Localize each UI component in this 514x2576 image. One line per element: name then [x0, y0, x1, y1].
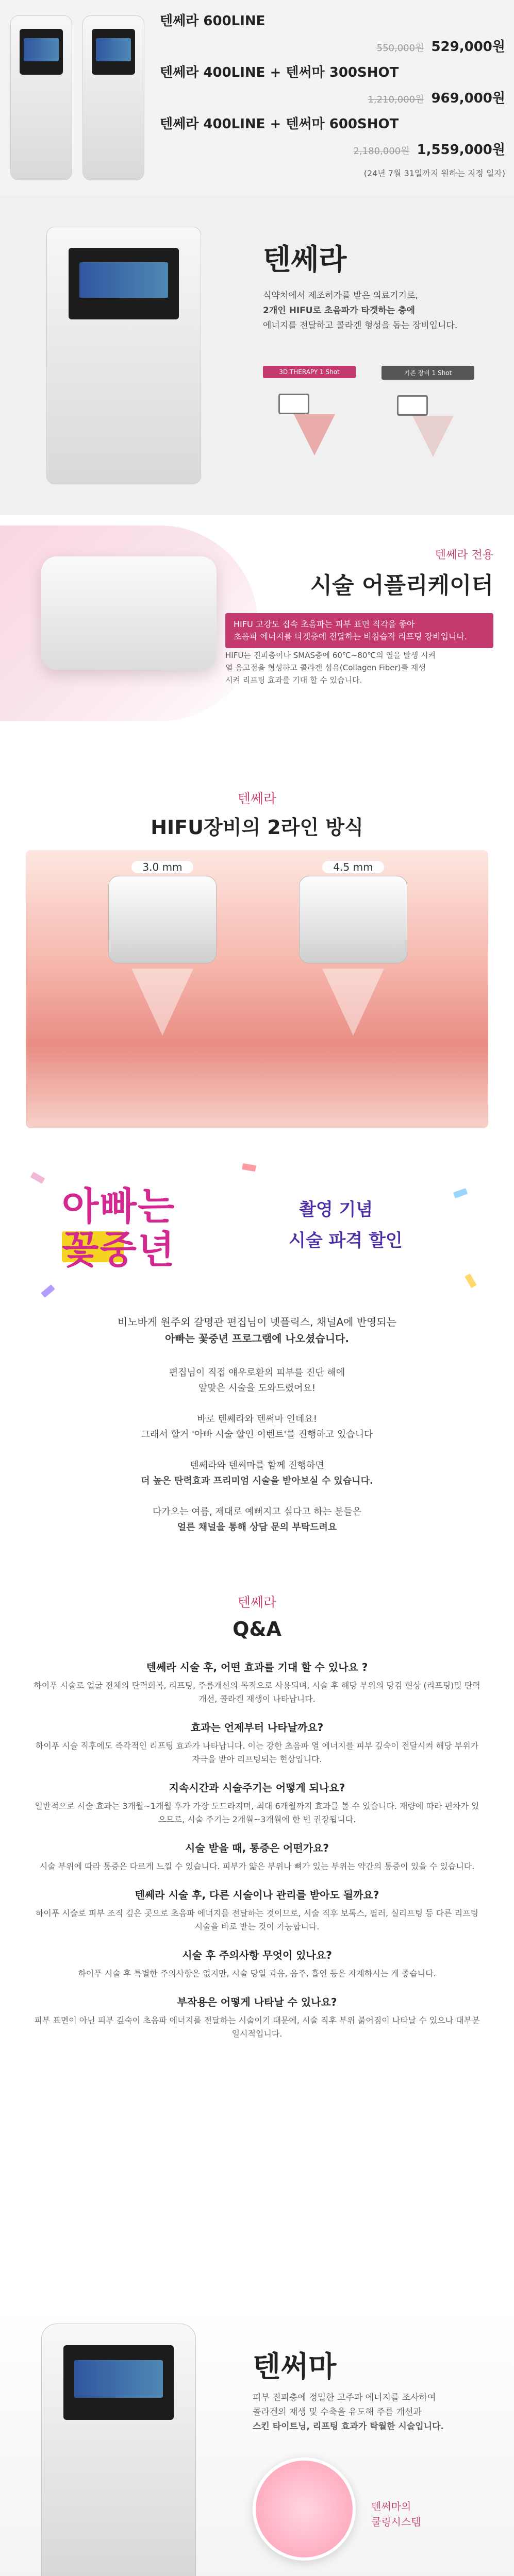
qna-answer: 하이푸 시술로 얼굴 전체의 탄력회복, 리프팅, 주름개선의 목적으로 사용되며, 시술 후 해당 부위의 당김 현상 (리프팅)및 탄력개선, 콜라겐 재생이 나타납니다. — [34, 1681, 480, 1704]
price-row — [160, 62, 505, 88]
hifu-probe-left — [108, 861, 217, 963]
qna-item — [31, 1659, 483, 1706]
price-row — [160, 113, 505, 139]
event-line: 알맞은 시술을 도와드렸어요! — [198, 1383, 316, 1394]
qna-question: 부작용은 어떻게 나타날 수 있나요? — [177, 1996, 337, 2008]
thermage-desc-line: 2개인 HIFU로 초음파가 타겟하는 층에 — [263, 306, 415, 316]
thermage2-desc-line: 스킨 타이트닝, 리프팅 효과가 탁월한 시술입니다. — [253, 2421, 444, 2432]
price-name: 텐쎄라 400LINE + 텐써마 300SHOT — [160, 65, 399, 80]
event-lead-line: 비노바게 원주외 갈명관 편집님이 넷플릭스, 채널A에 반영되는 — [117, 1316, 397, 1328]
hifu-section — [0, 773, 514, 1144]
device-image-2 — [82, 15, 144, 180]
cooling-label-line: 텐써마의 — [371, 2500, 411, 2513]
hifu-beam-icon — [131, 969, 193, 1036]
qna-question: 시술 받을 때, 통증은 어떤가요? — [185, 1842, 329, 1854]
confetti — [453, 1188, 468, 1198]
probe-depth-label: 3.0 mm — [131, 861, 193, 873]
qna-item — [31, 1780, 483, 1826]
event-paragraph — [0, 1458, 514, 1489]
device-screen — [20, 29, 63, 75]
probe-depth-label: 4.5 mm — [322, 861, 384, 873]
price-note: (24년 7월 31일까지 원하는 지정 일자) — [363, 168, 505, 178]
thermage2-desc-line: 콜라겐의 재생 및 수축을 유도해 주름 개선과 — [253, 2407, 422, 2417]
event-big-title — [62, 1185, 175, 1272]
qna-item — [31, 1994, 483, 2041]
tip-beam-icon — [294, 414, 335, 455]
event-paragraph — [0, 1365, 514, 1396]
event-line: 얼른 채널을 통해 상담 문의 부탁드려요 — [177, 1522, 337, 1533]
skin-layer-image — [26, 850, 488, 1128]
device-screen — [69, 248, 179, 319]
tip-left — [263, 366, 356, 469]
qna-title: Q&A — [233, 1618, 281, 1640]
hifu-title: HIFU장비의 2라인 방식 — [151, 816, 363, 839]
thermage2-title: 텐써마 — [253, 2350, 337, 2384]
device-image-1 — [10, 15, 72, 180]
event-big-line: 꽃중년 — [62, 1228, 176, 1272]
thermage-desc-line: 식약처에서 제조허가를 받은 의료기기로, — [263, 291, 418, 301]
hifu-kicker: 텐쎄라 — [237, 791, 277, 807]
price-list — [160, 10, 505, 179]
qna-list — [31, 1659, 483, 2054]
sale-price: 969,000원 — [431, 91, 505, 106]
old-price: 550,000원 — [376, 43, 424, 54]
applicator-hifu-box — [225, 613, 493, 648]
qna-section — [0, 1582, 514, 2293]
thermage2-desc — [253, 2391, 490, 2434]
sale-price: 1,559,000원 — [417, 142, 505, 158]
old-price: 2,180,000원 — [353, 146, 410, 157]
applicator-image — [41, 556, 217, 670]
tip-head-icon — [278, 394, 309, 414]
event-line: 더 높은 탄력효과 프리미엄 시술을 받아보실 수 있습니다. — [141, 1476, 373, 1486]
thermage-desc-line: 에너지를 전달하고 콜라겐 형성을 돕는 장비입니다. — [263, 320, 458, 331]
tip-beam-icon — [412, 416, 454, 457]
qna-answer: 피부 표면이 아닌 피부 깊숙이 초음파 에너지를 전달하는 시술이기 때문에, 시술 직후 부위 붉어짐이 나타날 수 있으나 대부분 일시적입니다. — [34, 2015, 480, 2039]
event-paragraph — [0, 1504, 514, 1535]
price-name: 텐쎄라 400LINE + 텐써마 600SHOT — [160, 116, 399, 132]
price-section — [0, 0, 514, 196]
qna-question: 텐쎄라 시술 후, 어떤 효과를 기대 할 수 있나요 ? — [146, 1661, 368, 1673]
applicator-hifu-line: 초음파 에너지를 타겟층에 전달하는 비침습적 리프팅 장비입니다. — [234, 632, 467, 641]
applicator-desc-line: 열 응고점을 형성하고 콜라겐 섬유(Collagen Fiber)를 재생 — [225, 663, 426, 672]
qna-item — [31, 1840, 483, 1873]
applicator-desc-line: HIFU는 진피층이나 SMAS층에 60℃~80℃의 열을 발생 시켜 — [225, 651, 436, 660]
thermage2-desc-line: 피부 진피층에 정밀한 고주파 에너지를 조사하여 — [253, 2393, 436, 2403]
qna-answer: 시술 부위에 따라 통증은 다르게 느낄 수 있습니다. 피부가 얇은 부위나 뼈가 있는 부위는 약간의 통증이 있을 수 있습니다. — [39, 1861, 475, 1871]
event-line: 편집님이 직접 얘우로환의 피부를 진단 해에 — [169, 1367, 345, 1378]
tip-body — [263, 378, 356, 466]
tip-right — [382, 366, 474, 469]
confetti — [242, 1163, 256, 1172]
thermage-title: 텐쎄라 — [263, 243, 347, 277]
event-paragraph — [0, 1412, 514, 1443]
confetti — [465, 1274, 476, 1289]
qna-answer: 하이푸 시술로 피부 조직 깊은 곳으로 초음파 에너지를 전달하는 것이므로, 시술 직후 보톡스, 필러, 실리프팅 등 다른 리프팅 시술을 바로 받는 것이 가능합니다. — [35, 1908, 479, 1931]
qna-item — [31, 1719, 483, 1766]
cooling-system-image — [253, 2458, 356, 2561]
sale-price: 529,000원 — [431, 39, 505, 55]
qna-answer: 일반적으로 시술 효과는 3개월~1개월 후가 가장 도드라지며, 최대 6개월까지 효과를 볼 수 있습니다. 재량에 따라 편차가 있으므로, 시술 주기는 2개월~3개월에 한 번 권장됩니다. — [35, 1801, 479, 1824]
tip-body — [382, 380, 474, 467]
event-line: 텐쎄라와 텐써마를 함께 진행하면 — [190, 1460, 324, 1471]
price-row — [160, 36, 505, 62]
event-small-line: 촬영 기념 — [299, 1199, 373, 1220]
cooling-system-label — [371, 2499, 421, 2530]
event-small-line: 시술 파격 할인 — [289, 1230, 403, 1251]
cooling-label-line: 쿨링시스템 — [371, 2516, 421, 2528]
qna-question: 텐쎄라 시술 후, 다른 시술이나 관리를 받아도 될까요? — [135, 1889, 379, 1901]
thermage-device-image — [41, 2324, 196, 2576]
qna-question: 효과는 언제부터 나타날까요? — [190, 1721, 324, 1734]
applicator-desc-line: 시켜 리프팅 효과를 기대 할 수 있습니다. — [225, 675, 362, 685]
event-line: 바로 텐쎄라와 텐써마 인데요! — [196, 1414, 318, 1425]
price-name: 텐쎄라 600LINE — [160, 13, 266, 29]
qna-question: 지속시간과 시술주기는 어떻게 되나요? — [169, 1782, 345, 1794]
applicator-hifu-line: HIFU 고강도 집속 초음파는 피부 표면 직각을 좋아 — [234, 619, 415, 629]
applicator-section — [0, 515, 514, 773]
device-screen — [63, 2345, 174, 2420]
thermage-device-section — [0, 2293, 514, 2576]
price-row — [160, 10, 505, 36]
thermage-device-image — [46, 227, 201, 484]
device-screen — [92, 29, 136, 75]
qna-answer: 하이푸 시술 직후에도 즉각적인 리프팅 효과가 나타납니다. 이는 강한 초음파 열 에너지를 피부 깊숙이 전달시켜 해당 부위가 자극을 받아 리프팅되는 현상입니다. — [35, 1741, 479, 1764]
confetti — [41, 1284, 55, 1298]
qna-question: 시술 후 주의사항 무엇이 있나요? — [182, 1949, 332, 1961]
applicator-desc — [225, 649, 493, 686]
thermage-intro-section — [0, 196, 514, 515]
thermage-desc — [263, 289, 490, 333]
applicator-kicker: 텐쎄라 전용 — [435, 549, 493, 562]
qna-kicker: 텐쎄라 — [237, 1595, 277, 1611]
price-row — [160, 139, 505, 165]
event-lead — [0, 1314, 514, 1347]
tip-head-icon — [397, 395, 428, 416]
hifu-probe-right — [299, 861, 407, 963]
price-row — [160, 88, 505, 113]
applicator-title: 시술 어플리케이터 — [310, 572, 493, 599]
tip-label: 기존 장비 1 Shot — [382, 366, 474, 380]
tip-label: 3D THERAPY 1 Shot — [263, 366, 356, 378]
qna-item — [31, 1887, 483, 1934]
qna-item — [31, 1947, 483, 1980]
event-line: 다가오는 여름, 제대로 예뻐지고 싶다고 하는 분들은 — [152, 1506, 362, 1517]
event-section — [0, 1144, 514, 1582]
confetti — [30, 1172, 45, 1183]
event-line: 그래서 할거 '아빠 시술 할인 이벤트'를 진행하고 있습니다 — [141, 1429, 373, 1440]
hifu-beam-icon — [322, 969, 384, 1036]
qna-answer: 하이푸 시술 후 특별한 주의사항은 없지만, 시술 당일 과음, 음주, 흡연 등은 자제하시는 게 좋습니다. — [78, 1969, 436, 1978]
event-lead-line: 아빠는 꽃중년 프로그램에 나오셨습니다. — [165, 1332, 349, 1345]
event-big-line: 아빠는 — [62, 1184, 176, 1229]
old-price: 1,210,000원 — [368, 94, 424, 105]
